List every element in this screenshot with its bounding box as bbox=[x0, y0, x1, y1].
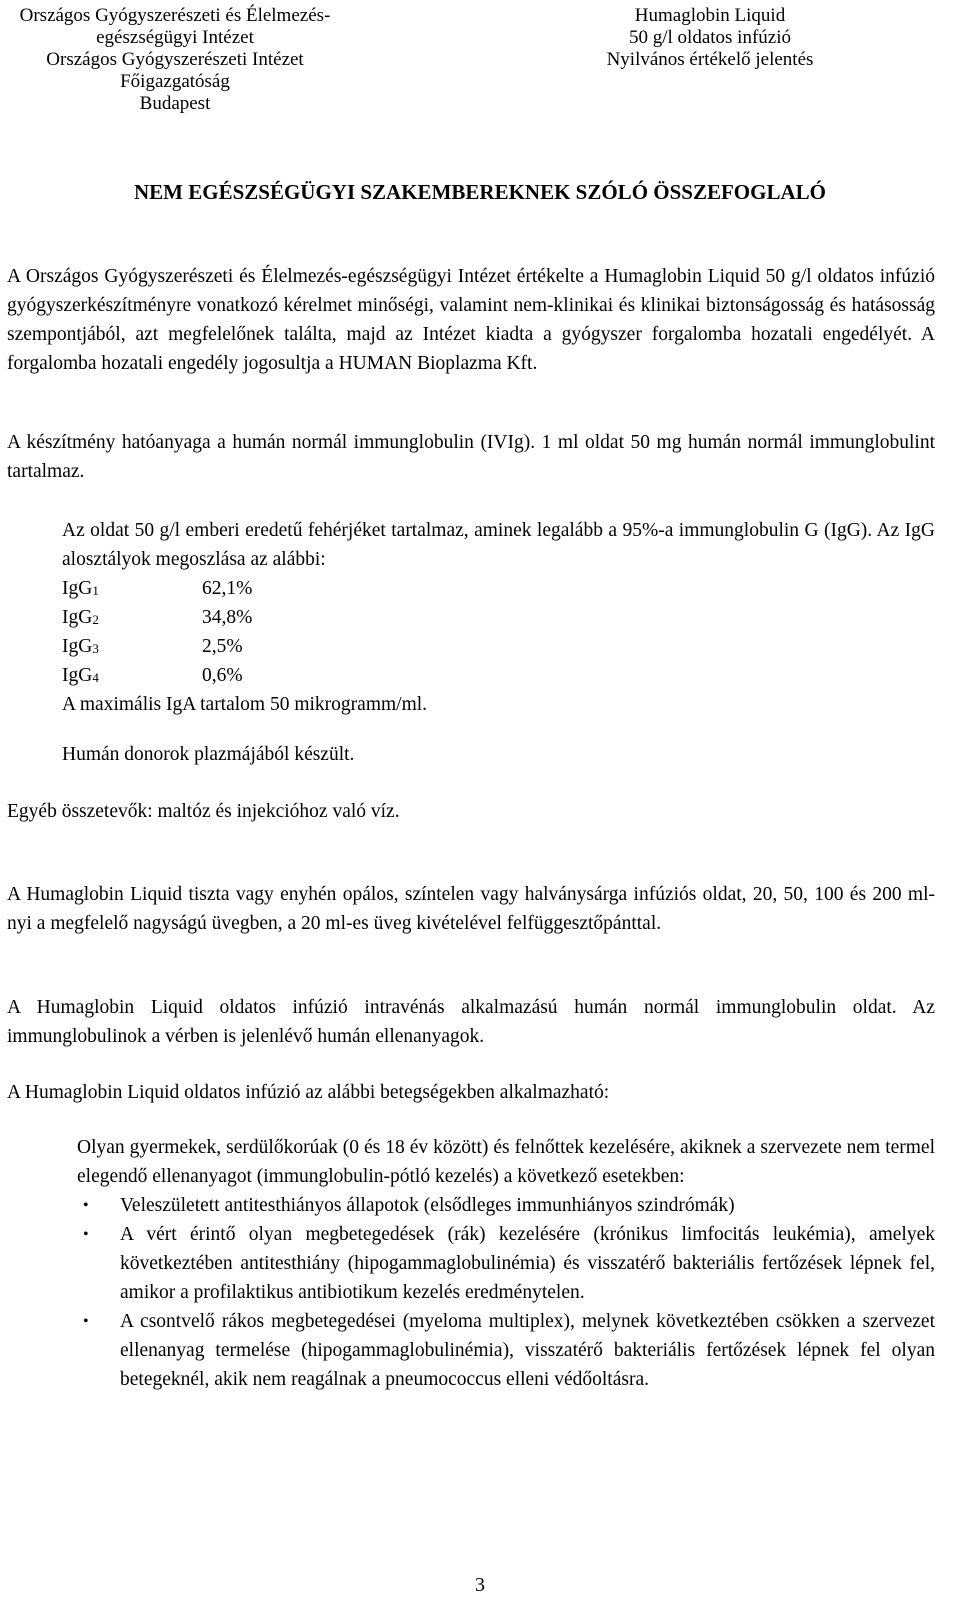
igg-value: 0,6% bbox=[202, 665, 243, 686]
bullet-icon: • bbox=[83, 1313, 89, 1330]
igg-label: IgG bbox=[62, 578, 93, 599]
list-item bbox=[7, 1191, 935, 1220]
igg-label: IgG bbox=[62, 636, 93, 657]
paragraph-patients: Olyan gyermekek, serdülőkorúak (0 és 18 év között) és felnőttek kezelésére, akiknek a szervezete nem termel elegendő ellenanyagot (immunglobulin-pótló kezelés) a következő esetekben: bbox=[77, 1137, 935, 1187]
route-section bbox=[7, 993, 935, 1051]
igg-row bbox=[62, 603, 935, 632]
header-right-line: 50 g/l oldatos infúzió bbox=[628, 27, 791, 48]
composition-section bbox=[7, 516, 935, 719]
paragraph-donors: Humán donorok plazmájából készült. bbox=[62, 744, 355, 765]
igg-label: IgG bbox=[62, 607, 93, 628]
indications-list bbox=[7, 1191, 935, 1394]
paragraph-excipients: Egyéb összetevők: maltóz és injekcióhoz való víz. bbox=[7, 801, 400, 822]
indications-intro-section bbox=[7, 1078, 935, 1107]
header-left-line: Budapest bbox=[139, 93, 211, 114]
header-left-line: Főigazgatóság bbox=[120, 71, 230, 92]
bullet-icon: • bbox=[83, 1226, 89, 1243]
igg-subclass-table bbox=[62, 574, 935, 690]
header-institution bbox=[5, 5, 345, 115]
paragraph-intro: A Országos Gyógyszerészeti és Élelmezés-egészségügyi Intézet értékelte a Humaglobin Liquid 50 g/l oldatos infúzió gyógyszerkészítményre vonatkozó kérelmet minőségi, valamint nem-klinikai és klinikai biztonságosság és hatásosság szempontjából, azt megfelelőnek találta, majd az Intézet kiadta a gyógyszer forgalomba hozatali engedélyét. A forgalomba hozatali engedély jogosultja a HUMAN Bioplazma Kft. bbox=[7, 266, 935, 374]
paragraph-solution: Az oldat 50 g/l emberi eredetű fehérjéket tartalmaz, aminek legalább a 95%-a immunglobulin G (IgG). Az IgG alosztályok megoszlása az alábbi: bbox=[62, 520, 935, 570]
page-number: 3 bbox=[475, 1574, 485, 1596]
igg-row bbox=[62, 574, 935, 603]
list-item bbox=[7, 1220, 935, 1307]
list-item-text: A vért érintő olyan megbetegedések (rák) kezelésére (krónikus limfocitás leukémia), amelyek következtében antitesthiány (hipogammaglobulinémia) és visszatérő bakteriális fertőzések lépnek fel, amikor a profilaktikus antibiotikum kezelés eredménytelen. bbox=[120, 1224, 935, 1303]
indications-section bbox=[7, 1133, 935, 1394]
igg-subscript: 1 bbox=[92, 583, 99, 598]
igg-subscript: 4 bbox=[92, 670, 99, 685]
intro-section bbox=[7, 262, 935, 378]
paragraph-iga: A maximális IgA tartalom 50 mikrogramm/ml. bbox=[62, 694, 428, 715]
igg-subscript: 3 bbox=[92, 641, 99, 656]
header-product bbox=[585, 5, 835, 71]
list-item bbox=[7, 1307, 935, 1394]
header-left-line: egészségügyi Intézet bbox=[96, 27, 254, 48]
igg-label: IgG bbox=[62, 665, 93, 686]
header-left-line: Országos Gyógyszerészeti és Élelmezés- bbox=[19, 5, 331, 26]
list-item-text: Veleszületett antitesthiányos állapotok (elsődleges immunhiányos szindrómák) bbox=[120, 1195, 735, 1216]
igg-subscript: 2 bbox=[92, 612, 99, 627]
igg-value: 62,1% bbox=[202, 578, 253, 599]
bullet-icon: • bbox=[83, 1197, 89, 1214]
excipients-section bbox=[7, 797, 935, 826]
active-substance-section bbox=[7, 428, 935, 486]
header-right-line: Nyilvános értékelő jelentés bbox=[606, 49, 814, 70]
page-title: NEM EGÉSZSÉGÜGYI SZAKEMBEREKNEK SZÓLÓ ÖSSZEFOGLALÓ bbox=[133, 180, 826, 204]
igg-row bbox=[62, 661, 935, 690]
header-right-line: Humaglobin Liquid bbox=[634, 5, 786, 26]
list-item-text: A csontvelő rákos megbetegedései (myeloma multiplex), melynek következtében csökken a szervezet ellenanyag termelése (hipogammaglobulinémia), visszatérő bakteriális fertőzések lépnek fel olyan betegeknél, akik nem reagálnak a pneumococcus elleni védőoltásra. bbox=[120, 1311, 935, 1390]
igg-row bbox=[62, 632, 935, 661]
donor-section bbox=[7, 740, 935, 769]
igg-value: 2,5% bbox=[202, 636, 243, 657]
igg-value: 34,8% bbox=[202, 607, 253, 628]
header-left-line: Országos Gyógyszerészeti Intézet bbox=[46, 49, 304, 70]
paragraph-appearance: A Humaglobin Liquid tiszta vagy enyhén opálos, színtelen vagy halványsárga infúziós oldat, 20, 50, 100 és 200 ml-nyi a megfelelő nagyságú üvegben, a 20 ml-es üveg kivételével felfüggesztőpánttal. bbox=[7, 884, 935, 934]
paragraph-active: A készítmény hatóanyaga a humán normál immunglobulin (IVIg). 1 ml oldat 50 mg humán normál immunglobulint tartalmaz. bbox=[7, 432, 935, 482]
appearance-section bbox=[7, 880, 935, 938]
paragraph-indications-intro: A Humaglobin Liquid oldatos infúzió az alábbi betegségekben alkalmazható: bbox=[7, 1082, 610, 1103]
paragraph-route: A Humaglobin Liquid oldatos infúzió intravénás alkalmazású humán normál immunglobulin oldat. Az immunglobulinok a vérben is jelenlévő humán ellenanyagok. bbox=[7, 997, 935, 1047]
